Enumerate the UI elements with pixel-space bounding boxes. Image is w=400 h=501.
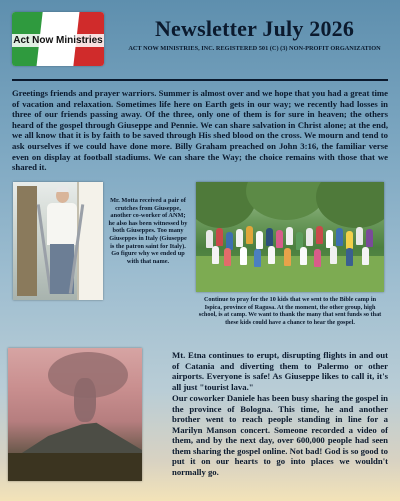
header-divider xyxy=(12,79,388,81)
daniele-paragraph: Our coworker Daniele has been busy sharing the gospel in the province of Bologna. This time, he and another brother went to reach people standing in line for a Marilyn Manson concert. Someone recorded a video of them, and by the next day, over 600,000 people had seen them sharing the gospel online. Not bad! God is so good to put it on our hearts to go into places we wouldn't normally go. xyxy=(172,393,388,477)
caption-mr-motta: Mr. Motta received a pair of crutches from Giuseppe, another co-worker of ANM; he also has been witnessed by both Giuseppes. Too many Giuseppes in Italy (Giuseppe is the patron saint for Italy). Go figure why we ended up with that name. xyxy=(108,197,188,265)
intro-paragraph: Greetings friends and prayer warriors. Summer is almost over and we hope that you had a great time of vacation and relaxation. Sometimes life here on Earth gets in our way; we recently had losses in three of our friends passing away. Of the three, only one of them is for sure in heaven; the others heard of the gospel through Giuseppe and Pennie. We can share salvation in Christ alone; at the end, we all know that it is by faith to be saved through His shed blood on the cross. We mourn and tend to ask ourselves if we could have done more. Billy Graham preached on John 3:16, the familiar verse even on display at football stadiums. We can share the Way; the choice remains with those that we shared it. xyxy=(12,88,388,173)
right-column-text xyxy=(172,350,388,478)
newsletter-title: Newsletter July 2026 xyxy=(154,16,355,41)
organization-subtitle: ACT NOW MINISTRIES, INC. REGISTERED 501 (C) (3) NON-PROFIT ORGANIZATION xyxy=(128,45,381,52)
photo-mt-etna xyxy=(8,348,142,481)
photo-bible-camp-group xyxy=(196,182,384,292)
logo xyxy=(12,12,104,66)
etna-paragraph: Mt. Etna continues to erupt, disrupting flights in and out of Catania and diverting them to Palermo or other airports. Everyone is safe! As Giuseppe likes to call it, it's all just "tourist lava." xyxy=(172,350,388,392)
photo-mr-motta xyxy=(13,182,103,300)
caption-bible-camp: Continue to pray for the 10 kids that we sent to the Bible camp in Ispica, province of Ragusa. At the moment, the other group, high school, is at camp. We want to thank the many that sent funds so that these kids could have a chance to hear the gospel. xyxy=(198,296,382,326)
logo-text: Act Now Ministries xyxy=(13,35,103,46)
